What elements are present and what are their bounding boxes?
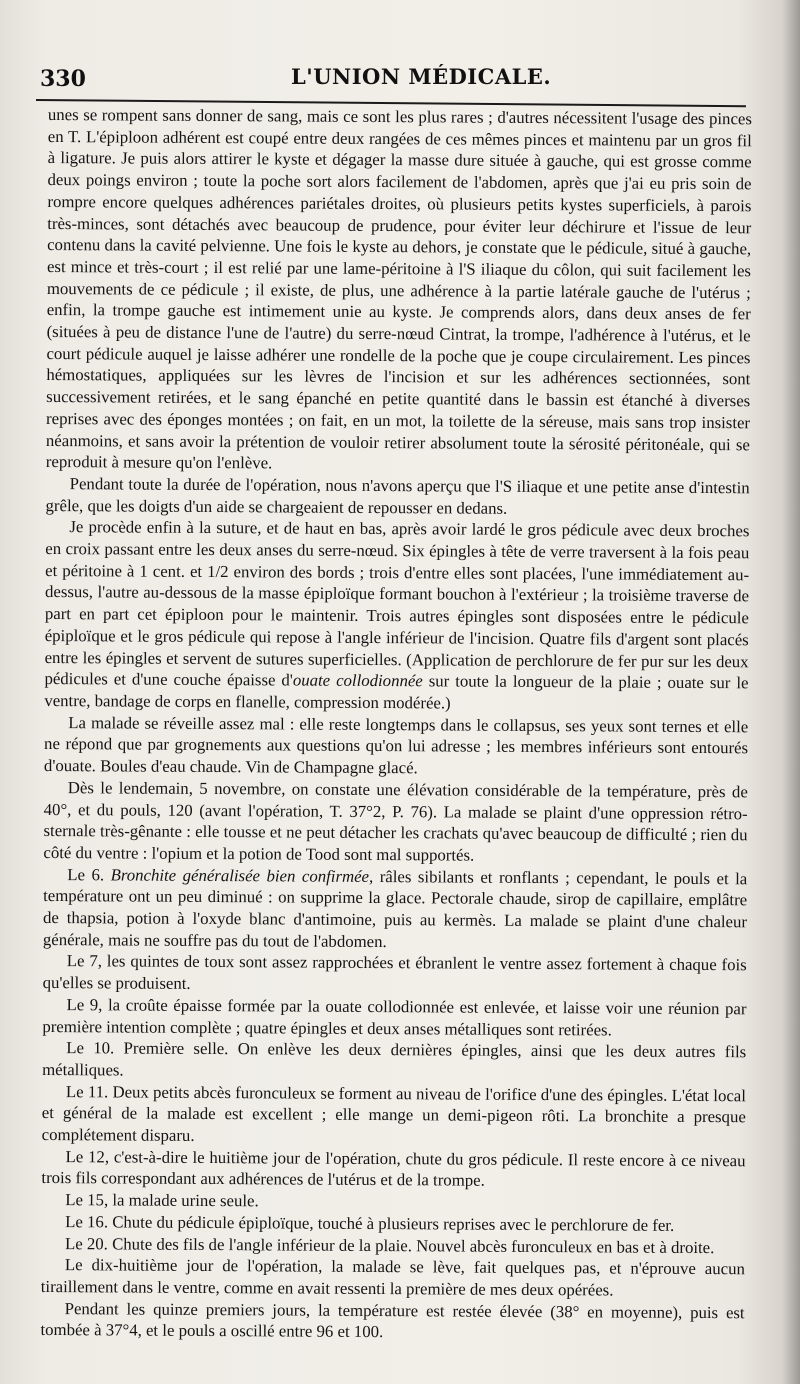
- paragraph-text: Je procède enfin à la suture, et de haut en bas, après avoir lardé le gros pédicule avec deux broches en croix passant entre les deux anses du serre-nœud. Six épingles à tête de verre traversent à la fois peau et péritoine à 1 cent. et 1/2 environ des bords ; trois d'entre elles sont placées, l'une immédiatement au-dessus, l'autre au-dessous de la masse épiploïque formant bouchon à l'extérieur ; la troisième traverse de part en part cet épiploon pour le maintenir. Trois autres épingles sont disposées entre le pédicule épiploïque et le gros pédicule qui repose à l'angle inférieur de l'incision. Quatre fils d'argent sont placés entre les épingles et servent de sutures superficielles. (Application de perchlorure de fer pur sur les deux pédicules et d'une couche épaisse d': [44, 517, 750, 690]
- paragraph: [40, 1298, 744, 1346]
- body-text: [40, 104, 752, 1345]
- paragraph-text: Le dix-huitième jour de l'opération, la malade se lève, fait quelques pas, et n'éprouve aucun tiraillement dans le ventre, comme en avait ressenti la première de mes deux opérées.: [40, 1255, 745, 1300]
- paragraph: [42, 1037, 746, 1085]
- paragraph: [43, 950, 747, 998]
- paragraph: [41, 1254, 745, 1302]
- paragraph-text: Le 12, c'est-à-dire le huitième jour de l'opération, chute du gros pédicule. Il reste encore à ce niveau trois fils correspondant aux adhérences de l'utérus et de la trompe.: [41, 1146, 746, 1191]
- paragraph: [46, 104, 752, 477]
- paragraph-text-continued: sur toute la longueur de la plaie ; ouate sur le ventre, bandage de corps en flanelle, compression modérée.): [44, 671, 749, 713]
- page-header: [36, 60, 756, 94]
- paragraph: [42, 994, 746, 1042]
- paragraph: [43, 864, 748, 955]
- paragraph-text: Pendant toute la durée de l'opération, nous n'avons aperçu que l'S iliaque et une petite anse d'intestin grêle, que les doigts d'un aide se chargeaient de repousser en dedans.: [45, 474, 750, 518]
- paragraph-text: Le 15, la malade urine seule.: [65, 1190, 259, 1211]
- paragraph-text: Le 11. Deux petits abcès furonculeux se forment au niveau de l'orifice d'une des épingles. L'état local et général de la malade est excellent ; elle mange un demi-pigeon rôti. La bronchite a presque complétement disparu.: [41, 1081, 747, 1145]
- paragraph: [44, 712, 748, 781]
- paragraph-text: Le 9, la croûte épaisse formée par la ouate collodionnée est enlevée, et laisse voir une réunion par première intention complète ; quatre épingles et deux anses métalliques sont retirées.: [42, 994, 747, 1039]
- italic-phrase: Bronchite généralisée bien confirmée,: [110, 865, 374, 886]
- paragraph: [45, 473, 749, 521]
- paragraph: [44, 516, 749, 716]
- paragraph-text: La malade se réveille assez mal : elle reste longtemps dans le collapsus, ses yeux sont ternes et elle ne répond que par grognements aux questions qu'on lui adresse ; les membres inférieurs sont entourés d'ouate. Boules d'eau chaude. Vin de Champagne glacé.: [43, 712, 749, 778]
- page-number: 330: [40, 66, 86, 92]
- paragraph-text: Le 7, les quintes de toux sont assez rapprochées et ébranlent le ventre assez fortement à chaque fois qu'elles se produisent.: [42, 951, 747, 994]
- paragraph-text: Pendant les quinze premiers jours, la température est restée élevée (38° en moyenne), puis est tombée à 37°4, et le pouls a oscillé entre 96 et 100.: [40, 1298, 745, 1342]
- paragraph: [41, 1146, 745, 1194]
- paragraph-text: Le 6.: [67, 864, 111, 885]
- paragraph-text-continued: râles sibilants et ronflants ; cependant, le pouls et la température ont un peu diminué : on supprime la glace. Pectorale chaude, sirop de capillaire, emplâtre de thapsia, potion à l'oxyde blanc d'antimoine, puis au kermès. La malade se plaint d'une chaleur générale, mais ne souffre pas du tout de l'abdomen.: [42, 866, 748, 951]
- page-edge-shadow: [782, 0, 800, 1384]
- running-title: L'UNION MÉDICALE.: [291, 64, 552, 89]
- paragraph: [42, 1081, 746, 1150]
- paragraph-text: unes se rompent sans donner de sang, mais ce sont les plus rares ; d'autres nécessitent l'usage des pinces en T. L'épiploon adhérent est coupé entre deux rangées de ces mêmes pinces et maintenu par un gros fil à ligature. Je puis alors attirer le kyste et dégager la masse dure située à gauche, qui est grosse comme deux poings environ ; toute la poche sort alors facilement de l'abdomen, après que j'ai eu pris soin de rompre encore quelques adhérences pariétales droites, où plusieurs petits kystes superficiels, à parois très-minces, sont détachés avec beaucoup de prudence, pour éviter leur déchirure et l'issue de leur contenu dans la cavité pelvienne. Une fois le kyste au dehors, je constate que le pédicule, situé à gauche, est mince et très-court ; il est relié par une lame-péritoine à l'S iliaque du côlon, qui suit facilement les mouvements de ce pédicule ; il existe, de plus, une adhérence à la partie latérale gauche de l'utérus ; enfin, la trompe gauche est intimement unie au kyste. Je comprends alors, dans deux anses de fer (situées à peu de distance l'une de l'autre) du serre-nœud Cintrat, la trompe, l'adhérence à l'utérus, et le court pédicule auquel je laisse adhérer une rondelle de la poche que je coupe circulairement. Les pinces hémostatiques, appliquées sur les lèvres de l'incision et sur les adhérences sectionnées, sont successivement retirées, et le sang épanché en petite quantité dans le bassin est étanché à diverses reprises avec des éponges montées ; on fait, en un mot, la toilette de la séreuse, mais sans trop insister néanmoins, et sans avoir la prétention de vouloir retirer absolument toute la sérosité péritonéale, qui se reproduit à mesure qu'on l'enlève.: [45, 104, 752, 473]
- paragraph-text: Dès le lendemain, 5 novembre, on constate une élévation considérable de la température, près de 40°, et du pouls, 120 (avant l'opération, T. 37°2, P. 76). La malade se plaint d'une oppression rétro-sternale très-gênante : elle tousse et ne peut détacher les crachats qu'avec beaucoup de difficulté ; rien du côté du ventre : l'opium et la potion de Tood sont mal supportés.: [43, 777, 748, 865]
- paragraph-text: Le 10. Première selle. On enlève les deux dernières épingles, ainsi que les deux autres fils métalliques.: [42, 1038, 747, 1080]
- paragraph-text: Le 20. Chute des fils de l'angle inférieur de la plaie. Nouvel abcès furonculeux en bas et à droite.: [64, 1233, 715, 1257]
- paragraph-text: Le 16. Chute du pédicule épiploïque, touché à plusieurs reprises avec le perchlorure de fer.: [65, 1211, 675, 1235]
- italic-phrase: ouate collodionnée: [292, 670, 423, 691]
- paragraph: [43, 777, 748, 868]
